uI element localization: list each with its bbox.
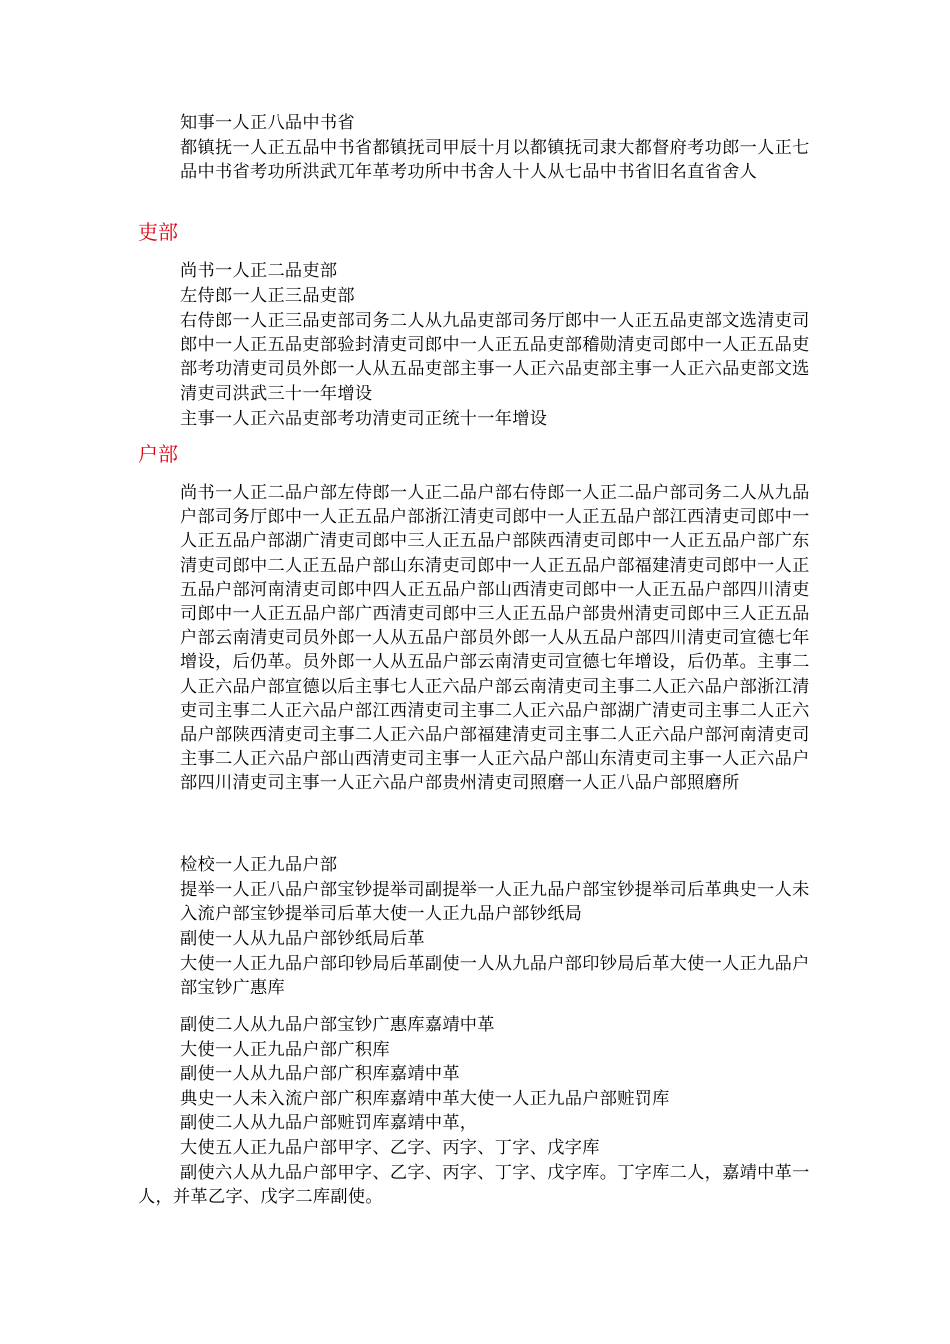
- paragraph: 右侍郎一人正三品吏部司务二人从九品吏部司务厅郎中一人正五品吏部文选清吏司郎中一人正五品吏部验封清吏司郎中一人正五品吏部稽勋清吏司郎中一人正五品吏部考功清吏司员外郎一人从五品吏部主事一人正六品吏部主事一人正六品吏部文选清吏司洪武三十一年增设: [180, 311, 810, 404]
- paragraph: 知事一人正八品中书省: [180, 113, 355, 133]
- paragraph: 主事一人正六品吏部考功清吏司正统十一年增设: [180, 409, 548, 429]
- paragraph: 大使一人正九品户部印钞局后革副使一人从九品户部印钞局后革大使一人正九品户部宝钞广惠库: [180, 954, 810, 999]
- paragraph: 检校一人正九品户部: [180, 855, 338, 875]
- section-heading: 户部: [138, 442, 178, 466]
- paragraph: 提举一人正八品户部宝钞提举司副提举一人正九品户部宝钞提举司后革典史一人未入流户部宝钞提举司后革大使一人正九品户部钞纸局: [180, 880, 810, 925]
- paragraph: 副使二人从九品户部宝钞广惠库嘉靖中革: [180, 1015, 495, 1035]
- paragraph: 副使一人从九品户部钞纸局后革: [180, 929, 425, 949]
- paragraph: 大使一人正九品户部广积库: [180, 1040, 390, 1060]
- section-heading: 吏部: [138, 220, 178, 244]
- paragraph: 大使五人正九品户部甲字、乙字、丙字、丁字、戊字库: [180, 1138, 600, 1158]
- paragraph: 左侍郎一人正三品吏部: [180, 286, 355, 306]
- paragraph: 尚书一人正二品户部左侍郎一人正二品户部右侍郎一人正二品户部司务二人从九品户部司务厅郎中一人正五品户部浙江清吏司郎中一人正五品户部江西清吏司郎中一人正五品户部湖广清吏司郎中三人正五品户部陕西清吏司郎中一人正五品户部广东清吏司郎中二人正五品户部山东清吏司郎中一人正五品户部福建清吏司郎中一人正五品户部河南清吏司郎中四人正五品户部山西清吏司郎中一人正五品户部四川清吏司郎中一人正五品户部广西清吏司郎中三人正五品户部贵州清吏司郎中三人正五品户部云南清吏司员外郎一人从五品户部员外郎一人从五品户部四川清吏司宣德七年增设，后仍革。员外郎一人从五品户部云南清吏司宣德七年增设，后仍革。主事二人正六品户部宣德以后主事七人正六品户部云南清吏司主事二人正六品户部浙江清吏司主事二人正六品户部江西清吏司主事二人正六品户部湖广清吏司主事二人正六品户部陕西清吏司主事二人正六品户部福建清吏司主事二人正六品户部河南清吏司主事二人正六品户部山西清吏司主事一人正六品户部山东清吏司主事一人正六品户部四川清吏司主事一人正六品户部贵州清吏司照磨一人正八品户部照磨所: [180, 483, 810, 794]
- paragraph: 副使一人从九品户部广积库嘉靖中革: [180, 1064, 460, 1084]
- paragraph: 尚书一人正二品吏部: [180, 261, 338, 281]
- paragraph: 副使二人从九品户部赃罚库嘉靖中革，: [180, 1113, 478, 1133]
- paragraph: 副使六人从九品户部甲字、乙字、丙字、丁字、戊字库。丁字库二人，嘉靖中革一人，并革乙字、戊字二库副使。: [138, 1163, 810, 1208]
- paragraph: 都镇抚一人正五品中书省都镇抚司甲辰十月以都镇抚司隶大都督府考功郎一人正七品中书省考功所洪武兀年革考功所中书舍人十人从七品中书省旧名直省舍人: [180, 138, 810, 183]
- paragraph: 典史一人未入流户部广积库嘉靖中革大使一人正九品户部赃罚库: [180, 1089, 670, 1109]
